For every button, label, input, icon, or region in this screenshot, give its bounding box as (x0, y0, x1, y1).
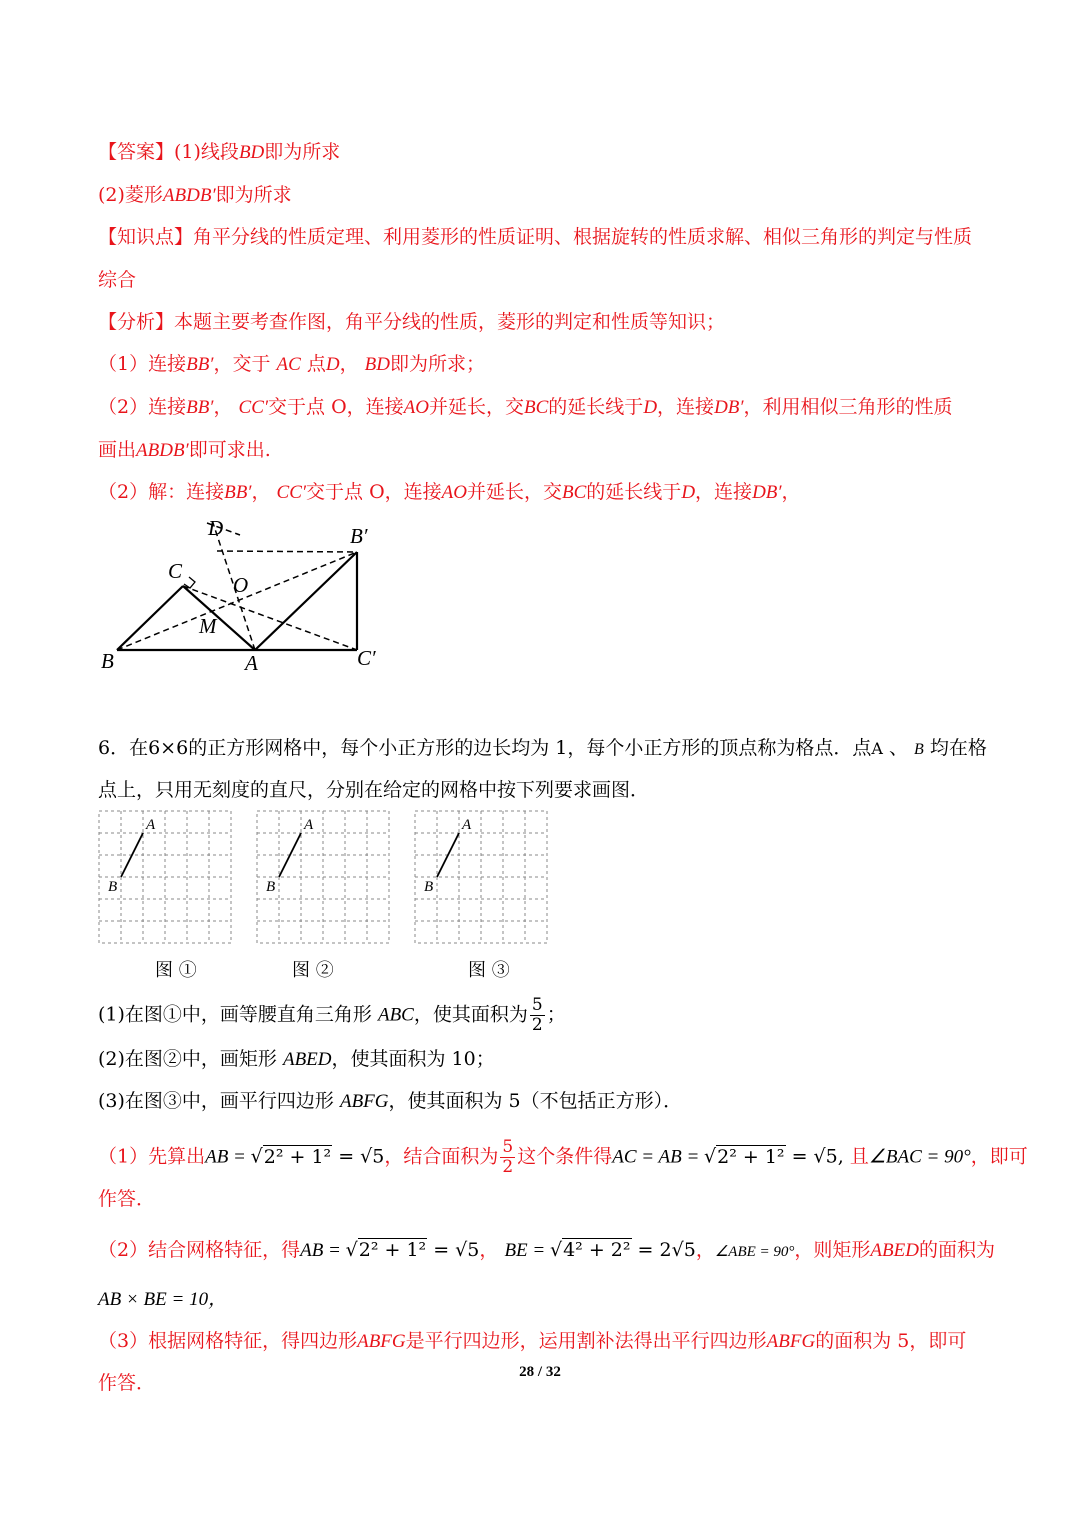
label-b: B (101, 649, 114, 673)
var: BD (364, 354, 390, 375)
var: DB′ (752, 482, 782, 503)
label-o: O (233, 573, 249, 597)
text: ，交于 (213, 353, 271, 375)
q6-line-1 (98, 736, 987, 762)
fraction (530, 996, 545, 1035)
segment-ab-prime (255, 552, 357, 650)
text: 交于点 O，连接 (306, 481, 442, 503)
sol6-3 (98, 1329, 966, 1354)
text: ， (251, 481, 271, 503)
text: 并延长，交 (467, 481, 563, 503)
text: (2)在图②中，画矩形 (98, 1048, 277, 1070)
var: ABED (282, 1049, 332, 1070)
q6-sub-1 (98, 996, 566, 1035)
var: ABFG (339, 1091, 389, 1112)
answer-tag: 【答案】 (98, 141, 175, 163)
denominator: 2 (531, 1015, 543, 1035)
grid-size: 6×6 (148, 737, 189, 759)
text: 即为所求； (390, 353, 486, 375)
text: ，利用相似三角形的性质 (743, 396, 953, 418)
dashed-db-prime (217, 551, 357, 552)
text: 且 (843, 1145, 869, 1168)
segment-bc (117, 586, 183, 650)
var: ABED (870, 1240, 919, 1261)
math: ∠ABE = 90° (714, 1244, 795, 1260)
answer-line-2 (98, 183, 292, 208)
analysis-p2b (98, 438, 271, 463)
label-c-prime: C′ (357, 646, 376, 670)
var: AO (403, 397, 429, 418)
text: （2）解：连接 (98, 481, 225, 503)
text: 的延长线于 (548, 396, 644, 418)
var: D (325, 354, 340, 375)
grid-label-b: B (424, 879, 434, 895)
text: 点 (306, 353, 326, 375)
text: ，使其面积为 10； (331, 1048, 495, 1070)
var: AO (441, 482, 467, 503)
text: （1）连接 (98, 353, 187, 375)
numerator: 5 (531, 995, 543, 1015)
var: DB′ (714, 397, 744, 418)
sol6-1: （1）先算出AB = √2² + 1² = √5，结合面积为 $\frac{5}{2}$ 这个条件得AC = AB = √2² + 1² = √5, 且∠BAC = 90°，即可 (98, 1137, 1028, 1177)
math: AB × BE = 10， (98, 1289, 228, 1310)
grid-label-a: A (146, 817, 156, 833)
page-number: 28 / 32 (519, 1364, 561, 1380)
var: BB′ (224, 482, 252, 503)
text: （2）结合网格特征，得 (98, 1239, 301, 1261)
text: ， (213, 396, 233, 418)
sol6-3-cont: 作答． (98, 1372, 156, 1394)
grid-label-a: A (304, 817, 314, 833)
q6-sub-2 (98, 1047, 495, 1072)
sol6-2-cont (98, 1287, 227, 1312)
radicand: 2² + 1² (717, 1145, 785, 1168)
text: 、 (888, 737, 908, 759)
math: ∠BAC = 90° (868, 1146, 971, 1168)
var: BB′ (186, 354, 214, 375)
answer-var: BD (238, 142, 265, 163)
answer-line-1 (98, 140, 340, 165)
answer-text: (2)菱形 (98, 184, 163, 206)
radicand: 2² + 1² (263, 1145, 332, 1168)
q6-line-2: 点上，只用无刻度的直尺，分别在给定的网格中按下列要求画图． (98, 779, 650, 801)
denominator: 2 (502, 1157, 514, 1177)
radicand: 4² + 2² (563, 1239, 631, 1261)
grid-label-a: A (462, 817, 472, 833)
q6-sub-3 (98, 1089, 682, 1114)
text: 即可求出. (188, 439, 271, 461)
radicand: 2² + 1² (358, 1239, 427, 1261)
text: 这个条件得 (517, 1145, 613, 1168)
text: ，结合面积为 (384, 1145, 499, 1168)
math: = √5 (427, 1239, 480, 1261)
answer-text: (1)线段 (174, 141, 239, 163)
caption-figure-3: 图 ③ (468, 960, 510, 981)
analysis-solution (98, 480, 801, 505)
text: ， (695, 1239, 715, 1261)
math: = 2√5 (631, 1239, 696, 1261)
var: ABFG (766, 1331, 816, 1352)
text: 均在格 (929, 737, 987, 759)
var: A (871, 739, 883, 758)
analysis-p2 (98, 395, 953, 420)
text: ，使其面积为 (413, 1003, 528, 1026)
caption-figure-2: 图 ② (292, 960, 334, 981)
grid-label-b: B (108, 879, 118, 895)
text: (3)在图③中，画平行四边形 (98, 1090, 334, 1112)
math: AC = AB = (612, 1146, 705, 1168)
var: BB′ (186, 397, 214, 418)
grid-figure-1 (98, 810, 234, 944)
text: ； (546, 1003, 566, 1026)
answer-var: ABDB′ (162, 185, 216, 206)
analysis-line (98, 310, 725, 334)
text: (1)在图①中，画等腰直角三角形 (98, 1003, 372, 1026)
analysis-tag: 【分析】 (98, 311, 175, 333)
numerator: 5 (502, 1137, 514, 1157)
text: 的面积为 (918, 1239, 995, 1261)
label-b-prime: B′ (350, 524, 368, 548)
var: CC′ (238, 397, 269, 418)
label-d: D (208, 516, 224, 540)
analysis-p1 (98, 352, 485, 377)
text: ，即可 (970, 1145, 1028, 1168)
text: ，连接 (695, 481, 753, 503)
text: 的正方形网格中，每个小正方形的边长均为 1，每个小正方形的顶点称为格点．点 (188, 737, 872, 759)
text: 画出 (98, 439, 137, 461)
var: ABFG (357, 1331, 406, 1352)
text: （2）连接 (98, 396, 187, 418)
answer-text: 即为所求 (264, 141, 341, 163)
label-a: A (245, 651, 258, 675)
text: ， (339, 353, 359, 375)
text: ， (479, 1239, 499, 1261)
label-c: C (168, 559, 183, 583)
var: ABC (377, 1004, 414, 1026)
math: √5 (360, 1145, 385, 1168)
text: ，使其面积为 5（不包括正方形）． (388, 1090, 683, 1112)
grid-figure-3 (414, 810, 550, 944)
math: = √5, (785, 1145, 844, 1168)
text: ， (781, 481, 801, 503)
caption-figure-1: 图 ① (155, 960, 197, 981)
answer-text: 即为所求 (215, 184, 292, 206)
text: 的面积为 5，即可 (815, 1330, 967, 1352)
knowledge-line (98, 225, 972, 249)
var: AC (276, 354, 301, 375)
rhombus-figure (95, 515, 395, 680)
var: D (681, 482, 696, 503)
text: 并延长，交 (429, 396, 525, 418)
text: 6．在 (98, 737, 149, 759)
label-m: M (199, 614, 217, 638)
grid-figure-2 (256, 810, 392, 944)
var: D (643, 397, 658, 418)
text: （1）先算出 (98, 1145, 206, 1168)
knowledge-line-cont: 综合 (98, 269, 137, 291)
var: BC (562, 482, 587, 503)
fraction (500, 1138, 515, 1177)
math: AB = (205, 1146, 251, 1168)
math: AB = (300, 1240, 346, 1261)
knowledge-text: 角平分线的性质定理、利用菱形的性质证明、根据旋转的性质求解、相似三角形的判定与性质 (193, 226, 973, 248)
var: B (914, 741, 924, 758)
knowledge-tag: 【知识点】 (98, 226, 194, 248)
text: （3）根据网格特征，得四边形 (98, 1330, 358, 1352)
var: CC′ (276, 482, 307, 503)
analysis-text: 本题主要考查作图，角平分线的性质，菱形的判定和性质等知识； (174, 311, 726, 333)
text: ，则矩形 (794, 1239, 871, 1261)
text: ，连接 (657, 396, 715, 418)
sol6-1-cont: 作答． (98, 1188, 156, 1210)
text: 是平行四边形，运用割补法得出平行四边形 (405, 1330, 767, 1352)
math: BE = (504, 1240, 550, 1261)
grid-label-b: B (266, 879, 276, 895)
math: = (332, 1145, 361, 1168)
sol6-2: （2）结合网格特征，得AB = √2² + 1² = √5， BE = √4² + 2² = 2√5，∠ABE = 90°，则矩形ABED的面积为 (98, 1239, 995, 1261)
text: 的延长线于 (586, 481, 682, 503)
text: 交于点 O，连接 (268, 396, 404, 418)
var: BC (524, 397, 549, 418)
var: ABDB′ (136, 440, 189, 461)
